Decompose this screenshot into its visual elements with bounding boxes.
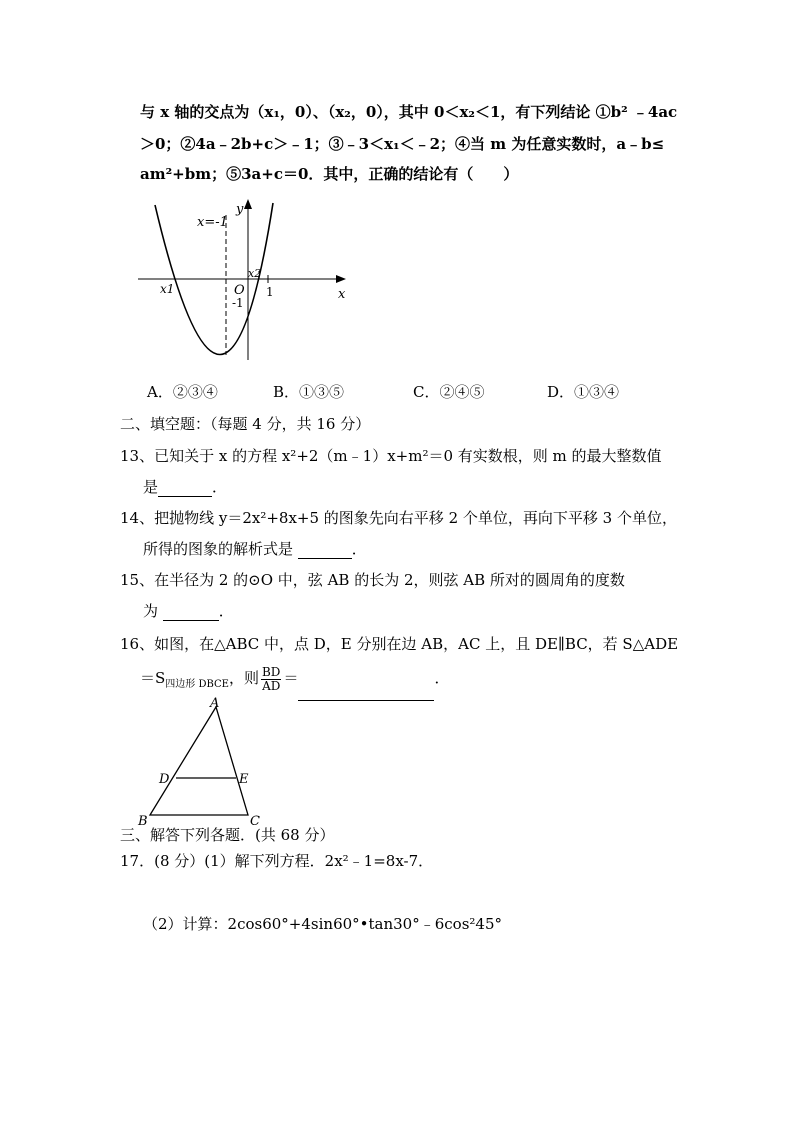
q14-suffix: ． [351,540,367,558]
label-d: D [159,772,170,787]
q13-line-1: 13、已知关于 x 的方程 x²+2（m﹣1）x+m²＝0 有实数根，则 m 的最大整数值 [120,447,662,465]
label-c: C [250,814,260,829]
section-3-heading: 三、解答下列各题．(共 68 分） [120,826,335,844]
x2-label: x2 [248,267,262,280]
option-c: C．②④⑤ [413,383,485,401]
x-axis-arrow [336,275,346,283]
origin-label: O [234,283,245,298]
y-label: y [236,202,244,217]
q12-line-2: ＞0；②4a﹣2b+c＞﹣1；③﹣3＜x₁＜﹣2；④当 m 为任意实数时，a﹣b≤ [140,135,665,153]
one-label: 1 [266,285,274,299]
parabola-graph [130,195,360,365]
q14-line-1: 14、把抛物线 y＝2x²+8x+5 的图象先向右平移 2 个单位，再向下平移 3 个单位， [120,509,677,527]
x1-label: x1 [160,282,175,296]
triangle-abc [150,707,248,815]
q15-line-1: 15、在半径为 2 的⊙O 中，弦 AB 的长为 2，则弦 AB 所对的圆周角的度数 [120,571,625,589]
q16-suffix: ． [434,669,450,687]
q16-mid: ，则 [228,669,259,687]
q15-prefix: 为 [143,602,159,620]
q13-suffix: ． [212,478,228,496]
q12-line-3: am²+bm；⑤3a+c＝0．其中，正确的结论有（ ） [140,165,519,183]
fraction-denominator: AD [262,678,281,693]
label-b: B [138,814,148,829]
q14-answer-blank[interactable] [298,542,352,559]
q16-subscript: 四边形 DBCE [165,679,229,690]
label-a: A [210,696,220,711]
q14-prefix: 所得的图象的解析式是 [143,540,294,558]
label-e: E [239,772,249,787]
q16-line-1: 16、如图，在△ABC 中，点 D，E 分别在边 AB，AC 上，且 DE∥BC，若 S△ADE [120,635,679,653]
fraction-numerator: BD [261,664,281,679]
q16-fraction [261,666,281,693]
x-label: x [338,287,346,302]
q13-line-2 [143,477,227,497]
q15-answer-blank[interactable] [163,604,219,621]
y-axis-arrow [244,199,252,209]
q17-line-2: （2）计算：2cos60°+4sin60°•tan30°﹣6cos²45° [143,915,502,933]
option-b: B．①③⑤ [273,383,345,401]
triangle-figure [130,695,270,830]
q13-answer-blank[interactable] [158,480,212,497]
q12-line-1: 与 x 轴的交点为（x₁，0）、（x₂，0），其中 0＜x₂＜1，有下列结论 ①b² ﹣4ac [140,103,678,121]
q15-line-2 [143,601,234,621]
q16-prefix: ＝S [140,669,166,687]
q17-line-1: 17．(8 分）(1）解下列方程．2x²﹣1=8x-7． [120,852,434,870]
q13-prefix: 是 [143,478,159,496]
q14-line-2 [143,539,367,559]
q15-suffix: ． [218,602,234,620]
q16-answer-blank[interactable] [298,678,434,701]
option-d: D．①③④ [547,383,620,401]
minus-one-label: -1 [232,296,244,310]
axis-line-label: x=-1 [197,215,228,230]
section-2-heading: 二、填空题：（每题 4 分，共 16 分） [120,415,371,433]
option-a: A．②③④ [147,383,218,401]
q16-equals: ＝ [283,669,299,687]
